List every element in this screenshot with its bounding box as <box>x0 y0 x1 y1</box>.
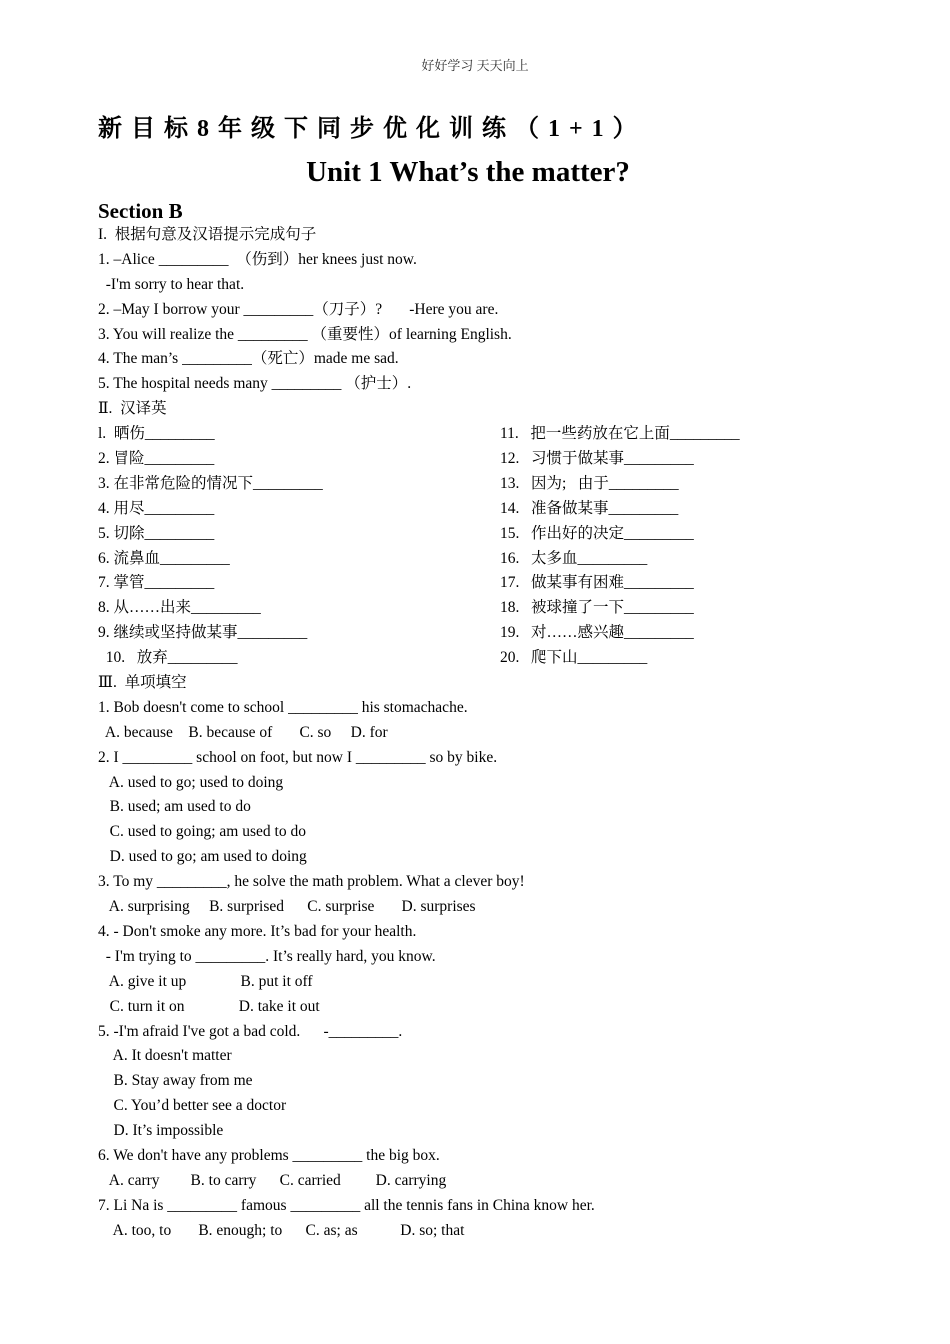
part2-row <box>98 571 858 596</box>
part3-list <box>98 696 858 1244</box>
part3-line: D. It’s impossible <box>98 1122 224 1140</box>
part3-line: 6. We don't have any problems _________ the big box. <box>98 1146 440 1164</box>
part3-line: A. It doesn't matter <box>98 1047 232 1065</box>
part2-row <box>98 447 858 472</box>
part2-item: 2. 冒险_________ <box>98 450 215 468</box>
exercise-content <box>98 223 858 1244</box>
part2-grid <box>98 422 858 671</box>
part2-item: 19. 对……感兴趣_________ <box>500 624 694 642</box>
part2-item: 5. 切除_________ <box>98 524 215 542</box>
part3-line: A. used to go; used to doing <box>98 773 284 791</box>
part3-line: C. You’d better see a doctor <box>98 1097 287 1115</box>
part3-line: 7. Li Na is _________ famous _________ all the tennis fans in China know her. <box>98 1196 595 1214</box>
part3-line: C. used to going; am used to do <box>98 823 306 841</box>
part3-line: D. used to go; am used to doing <box>98 848 307 866</box>
part3-line: B. Stay away from me <box>98 1072 253 1090</box>
page-header: 好好学习 天天向上 <box>421 58 529 73</box>
part2-row <box>98 646 858 671</box>
part2-item: 16. 太多血_________ <box>500 549 648 567</box>
part2-item: 9. 继续或坚持做某事_________ <box>98 624 308 642</box>
part3-line: 2. I _________ school on foot, but now I _________ so by bike. <box>98 748 498 766</box>
part1-heading: I. 根据句意及汉语提示完成句子 <box>98 226 317 243</box>
part2-row <box>98 621 858 646</box>
part2-row <box>98 422 858 447</box>
part2-item: 13. 因为; 由于_________ <box>500 474 679 492</box>
part3-line: 4. - Don't smoke any more. It’s bad for your health. <box>98 922 417 940</box>
part2-item: 6. 流鼻血_________ <box>98 549 230 567</box>
part2-item: 15. 作出好的决定_________ <box>500 524 694 542</box>
part3-line: C. turn it on D. take it out <box>98 997 320 1015</box>
part2-item: 11. 把一些药放在它上面_________ <box>500 425 740 443</box>
part1-line: 1. –Alice _________ （伤到）her knees just now. <box>98 250 417 268</box>
part2-item: 8. 从……出来_________ <box>98 599 261 617</box>
part1-line: 4. The man’s _________（死亡）made me sad. <box>98 350 399 368</box>
part3-line: 5. -I'm afraid I've got a bad cold. -_________. <box>98 1022 403 1040</box>
part2-row <box>98 472 858 497</box>
part3-line: A. because B. because of C. so D. for <box>98 723 388 741</box>
part2-heading: Ⅱ. 汉译英 <box>98 400 167 418</box>
part3-line: A. give it up B. put it off <box>98 972 313 990</box>
part1-list <box>98 248 858 397</box>
part3-line: 1. Bob doesn't come to school _________ his stomachache. <box>98 698 468 716</box>
part2-item: 10. 放弃_________ <box>98 649 238 667</box>
part1-line: -I'm sorry to hear that. <box>98 275 245 293</box>
part2-row <box>98 522 858 547</box>
part1-line: 2. –May I borrow your _________（刀子）? -Here you are. <box>98 300 499 318</box>
part3-line: A. surprising B. surprised C. surprise D. surprises <box>98 898 476 916</box>
part2-item: 20. 爬下山_________ <box>500 649 648 667</box>
part2-item: 18. 被球撞了一下_________ <box>500 599 694 617</box>
part2-item: 4. 用尽_________ <box>98 499 215 517</box>
part3-line: A. too, to B. enough; to C. as; as D. so; that <box>98 1221 465 1239</box>
part3-line: 3. To my _________, he solve the math problem. What a clever boy! <box>98 873 525 891</box>
unit-title: Unit 1 What’s the matter? <box>306 156 630 188</box>
part3-line: A. carry B. to carry C. carried D. carrying <box>98 1171 447 1189</box>
part2-item: 12. 习惯于做某事_________ <box>500 450 694 468</box>
part2-item: l. 晒伤_________ <box>98 425 215 443</box>
part2-row <box>98 547 858 572</box>
part3-heading: Ⅲ. 单项填空 <box>98 674 187 692</box>
part1-line: 3. You will realize the _________ （重要性）of learning English. <box>98 325 512 343</box>
part3-line: B. used; am used to do <box>98 798 251 816</box>
part2-row <box>98 497 858 522</box>
part2-item: 14. 准备做某事_________ <box>500 499 679 517</box>
part2-item: 7. 掌管_________ <box>98 574 215 592</box>
part3-line: - I'm trying to _________. It’s really hard, you know. <box>98 947 436 965</box>
part2-item: 17. 做某事有困难_________ <box>500 574 694 592</box>
part1-line: 5. The hospital needs many _________ （护士）. <box>98 375 412 393</box>
section-heading: Section B <box>98 199 183 223</box>
part2-item: 3. 在非常危险的情况下_________ <box>98 474 323 492</box>
part2-row <box>98 596 858 621</box>
document-title-chinese: 新目标8年级下同步优化训练（1+1） <box>98 116 646 142</box>
